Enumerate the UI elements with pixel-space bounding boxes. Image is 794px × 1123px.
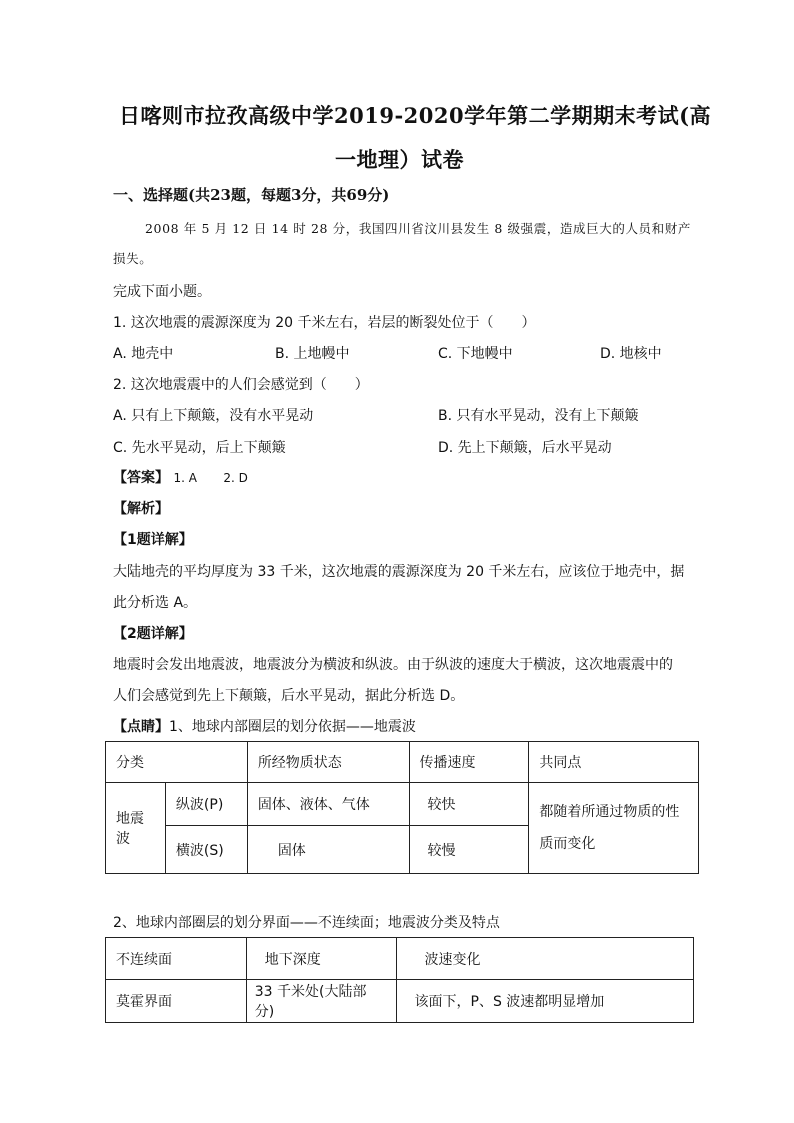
detail1-label: 【1题详解】 (113, 532, 193, 548)
header-state: 所经物质状态 (247, 742, 409, 783)
header-change: 波速变化 (396, 938, 693, 980)
exam-title-line2: 一地理）试卷 (335, 147, 464, 172)
header-speed: 传播速度 (409, 742, 529, 783)
common-cell: 都随着所通过物质的性质而变化 (529, 783, 699, 874)
section-heading: 一、选择题(共23题，每题3分，共69分) (113, 186, 390, 204)
stem-line2: 损失。 (113, 251, 153, 266)
table-row (106, 783, 699, 826)
detail2-label: 【2题详解】 (113, 626, 193, 642)
wave-type: 横波(S) (165, 826, 247, 874)
header-depth: 地下深度 (246, 938, 396, 980)
detail1-line1: 大陆地壳的平均厚度为 33 千米，这次地震的震源深度为 20 千米左右，应该位于地壳中，据 (113, 564, 685, 580)
table-header-row (106, 742, 699, 783)
answer-line (113, 467, 248, 487)
table-header-row (106, 938, 694, 980)
discontinuity-name: 莫霍界面 (106, 980, 247, 1023)
header-discontinuity: 不连续面 (106, 938, 247, 980)
seismic-wave-table (105, 741, 699, 874)
question-2: 2. 这次地震震中的人们会感觉到（ ） (113, 377, 369, 393)
dianjing-text: 1、地球内部圈层的划分依据——地震波 (169, 719, 416, 735)
heading-2: 2、地球内部圈层的划分界面——不连续面；地震波分类及特点 (113, 915, 500, 931)
q1-option-a: A. 地壳中 (113, 346, 174, 362)
discontinuity-depth: 33 千米处(大陆部分) (246, 980, 396, 1023)
q2-option-d: D. 先上下颠簸，后水平晃动 (438, 440, 612, 456)
dianjing-tag: 【点睛】 (113, 719, 169, 735)
wave-state: 固体 (247, 826, 409, 874)
exam-title-line1: 日喀则市拉孜高级中学2019-2020学年第二学期期末考试(高 (119, 103, 712, 128)
discontinuity-table (105, 937, 694, 1023)
discontinuity-change: 该面下，P、S 波速都明显增加 (396, 980, 693, 1023)
wave-state: 固体、液体、气体 (247, 783, 409, 826)
wave-speed: 较慢 (409, 826, 529, 874)
answer-1: 1. A (173, 471, 197, 485)
dianjing-line (113, 716, 416, 736)
instruction: 完成下面小题。 (113, 284, 211, 300)
table-row (106, 980, 694, 1023)
q2-option-c: C. 先水平晃动，后上下颠簸 (113, 440, 286, 456)
q1-option-d: D. 地核中 (600, 346, 662, 362)
analysis-tag: 【解析】 (113, 501, 169, 517)
answer-2: 2. D (223, 471, 248, 485)
q1-option-c: C. 下地幔中 (438, 346, 513, 362)
group-cell: 地震波 (106, 783, 166, 874)
answer-tag: 【答案】 (113, 470, 169, 486)
q2-option-a: A. 只有上下颠簸，没有水平晃动 (113, 408, 314, 424)
stem-line1: 2008 年 5 月 12 日 14 时 28 分，我国四川省汶川县发生 8 级强震，造成巨大的人员和财产 (145, 221, 691, 236)
detail1-line2: 此分析选 A。 (113, 595, 198, 611)
q2-option-b: B. 只有水平晃动，没有上下颠簸 (438, 408, 639, 424)
detail2-line2: 人们会感觉到先上下颠簸，后水平晃动，据此分析选 D。 (113, 688, 465, 704)
header-category: 分类 (106, 742, 248, 783)
q1-option-b: B. 上地幔中 (275, 346, 350, 362)
question-1: 1. 这次地震的震源深度为 20 千米左右，岩层的断裂处位于（ ） (113, 315, 536, 331)
wave-speed: 较快 (409, 783, 529, 826)
detail2-line1: 地震时会发出地震波，地震波分为横波和纵波。由于纵波的速度大于横波，这次地震震中的 (113, 657, 673, 673)
wave-type: 纵波(P) (165, 783, 247, 826)
header-common: 共同点 (529, 742, 699, 783)
